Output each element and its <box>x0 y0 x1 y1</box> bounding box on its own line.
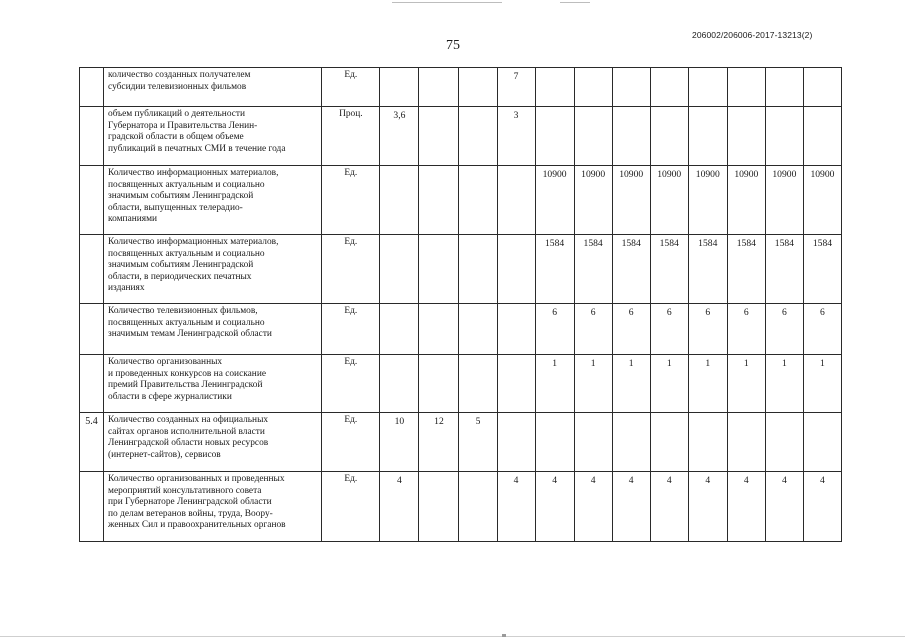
page-number: 75 <box>446 38 460 53</box>
value-cell <box>803 68 841 107</box>
value-cell <box>574 413 612 472</box>
value-cell: 1584 <box>650 235 688 304</box>
value-cell <box>459 304 497 355</box>
value-cell <box>419 166 459 235</box>
unit-cell: Ед. <box>322 235 380 304</box>
value-cell: 10900 <box>612 166 650 235</box>
table-row <box>80 472 842 542</box>
value-cell <box>765 68 803 107</box>
value-cell <box>727 107 765 166</box>
value-cell: 7 <box>497 68 535 107</box>
value-cell: 5 <box>459 413 497 472</box>
unit-cell: Ед. <box>322 472 380 542</box>
value-cell <box>419 107 459 166</box>
table-body <box>80 68 842 542</box>
value-cell <box>380 355 419 413</box>
value-cell: 1584 <box>612 235 650 304</box>
value-cell: 1584 <box>574 235 612 304</box>
value-cell <box>612 107 650 166</box>
value-cell: 10900 <box>688 166 727 235</box>
value-cell: 10900 <box>727 166 765 235</box>
value-cell <box>497 235 535 304</box>
value-cell <box>612 68 650 107</box>
bottom-scan-mark <box>502 634 506 637</box>
value-cell <box>535 107 574 166</box>
table-row <box>80 304 842 355</box>
value-cell <box>535 68 574 107</box>
indicator-description-cell: Количество организованных и проведенных конкурсов на соискание премий Правительства Ленинградской области в сфере журналистики <box>104 355 322 413</box>
unit-cell: Ед. <box>322 413 380 472</box>
unit-cell: Проц. <box>322 107 380 166</box>
indicator-description-cell: количество созданных получателем субсидии телевизионных фильмов <box>104 68 322 107</box>
top-scan-line-short <box>560 2 590 3</box>
top-scan-line <box>392 2 502 3</box>
value-cell <box>419 355 459 413</box>
indicator-description-cell: Количество созданных на официальных сайтах органов исполнительной власти Ленинградской области новых ресурсов (интернет-сайтов), сервисов <box>104 413 322 472</box>
row-number-cell: 5.4 <box>80 413 104 472</box>
value-cell <box>688 68 727 107</box>
value-cell: 1 <box>688 355 727 413</box>
row-number-cell <box>80 107 104 166</box>
value-cell <box>688 413 727 472</box>
indicator-description-cell: объем публикаций о деятельности Губернатора и Правительства Ленин- градской области в общем объеме публикаций в печатных СМИ в течение года <box>104 107 322 166</box>
value-cell: 1 <box>765 355 803 413</box>
row-number-cell <box>80 68 104 107</box>
value-cell <box>650 413 688 472</box>
value-cell <box>459 235 497 304</box>
value-cell: 4 <box>497 472 535 542</box>
bottom-scan-line <box>0 636 905 637</box>
value-cell <box>803 107 841 166</box>
value-cell <box>574 107 612 166</box>
value-cell: 6 <box>535 304 574 355</box>
value-cell <box>497 355 535 413</box>
value-cell: 3,6 <box>380 107 419 166</box>
value-cell <box>459 68 497 107</box>
value-cell: 4 <box>688 472 727 542</box>
value-cell: 10 <box>380 413 419 472</box>
row-number-cell <box>80 304 104 355</box>
value-cell <box>612 413 650 472</box>
document-code: 206002/206006-2017-13213(2) <box>692 30 813 40</box>
table-row <box>80 235 842 304</box>
value-cell <box>727 68 765 107</box>
table-row <box>80 166 842 235</box>
value-cell <box>650 107 688 166</box>
value-cell <box>497 304 535 355</box>
value-cell <box>419 235 459 304</box>
row-number-cell <box>80 355 104 413</box>
value-cell: 10900 <box>765 166 803 235</box>
value-cell: 1 <box>650 355 688 413</box>
value-cell <box>803 413 841 472</box>
value-cell <box>727 413 765 472</box>
value-cell: 4 <box>803 472 841 542</box>
value-cell <box>459 107 497 166</box>
value-cell: 4 <box>380 472 419 542</box>
value-cell <box>574 68 612 107</box>
table-row <box>80 107 842 166</box>
value-cell <box>380 235 419 304</box>
value-cell: 10900 <box>803 166 841 235</box>
value-cell: 6 <box>803 304 841 355</box>
value-cell <box>380 304 419 355</box>
unit-cell: Ед. <box>322 304 380 355</box>
value-cell: 4 <box>612 472 650 542</box>
value-cell <box>497 413 535 472</box>
value-cell: 10900 <box>650 166 688 235</box>
value-cell <box>688 107 727 166</box>
value-cell: 6 <box>765 304 803 355</box>
indicator-description-cell: Количество телевизионных фильмов, посвященных актуальным и социально значимым темам Ленинградской области <box>104 304 322 355</box>
value-cell: 1 <box>535 355 574 413</box>
indicator-description-cell: Количество организованных и проведенных мероприятий консультативного совета при Губернаторе Ленинградской области по делам ветеранов войны, труда, Воору- женных Сил и правоохранительных органов <box>104 472 322 542</box>
unit-cell: Ед. <box>322 68 380 107</box>
value-cell <box>419 304 459 355</box>
value-cell <box>650 68 688 107</box>
indicator-description-cell: Количество информационных материалов, посвященных актуальным и социально значимым событиям Ленинградской области, в периодических печатных изданиях <box>104 235 322 304</box>
value-cell: 4 <box>765 472 803 542</box>
value-cell <box>419 68 459 107</box>
value-cell <box>459 355 497 413</box>
value-cell: 4 <box>574 472 612 542</box>
value-cell: 4 <box>535 472 574 542</box>
row-number-cell <box>80 472 104 542</box>
value-cell <box>459 472 497 542</box>
indicators-table <box>79 67 842 542</box>
value-cell <box>497 166 535 235</box>
value-cell: 1584 <box>535 235 574 304</box>
value-cell: 10900 <box>574 166 612 235</box>
value-cell <box>380 68 419 107</box>
value-cell: 1584 <box>765 235 803 304</box>
value-cell <box>765 107 803 166</box>
value-cell: 1584 <box>727 235 765 304</box>
value-cell: 6 <box>612 304 650 355</box>
unit-cell: Ед. <box>322 166 380 235</box>
value-cell: 6 <box>688 304 727 355</box>
value-cell: 12 <box>419 413 459 472</box>
value-cell: 6 <box>727 304 765 355</box>
value-cell <box>380 166 419 235</box>
value-cell <box>459 166 497 235</box>
table-row <box>80 413 842 472</box>
value-cell: 10900 <box>535 166 574 235</box>
value-cell: 1584 <box>688 235 727 304</box>
value-cell: 4 <box>727 472 765 542</box>
value-cell <box>765 413 803 472</box>
value-cell: 4 <box>650 472 688 542</box>
value-cell: 3 <box>497 107 535 166</box>
unit-cell: Ед. <box>322 355 380 413</box>
value-cell: 1584 <box>803 235 841 304</box>
value-cell <box>419 472 459 542</box>
value-cell: 6 <box>574 304 612 355</box>
value-cell: 1 <box>803 355 841 413</box>
row-number-cell <box>80 235 104 304</box>
table-row <box>80 355 842 413</box>
value-cell: 1 <box>727 355 765 413</box>
value-cell: 1 <box>612 355 650 413</box>
row-number-cell <box>80 166 104 235</box>
table-row <box>80 68 842 107</box>
indicator-description-cell: Количество информационных материалов, посвященных актуальным и социально значимым событиям Ленинградской области, выпущенных телерадио- компаниями <box>104 166 322 235</box>
value-cell <box>535 413 574 472</box>
value-cell: 6 <box>650 304 688 355</box>
value-cell: 1 <box>574 355 612 413</box>
